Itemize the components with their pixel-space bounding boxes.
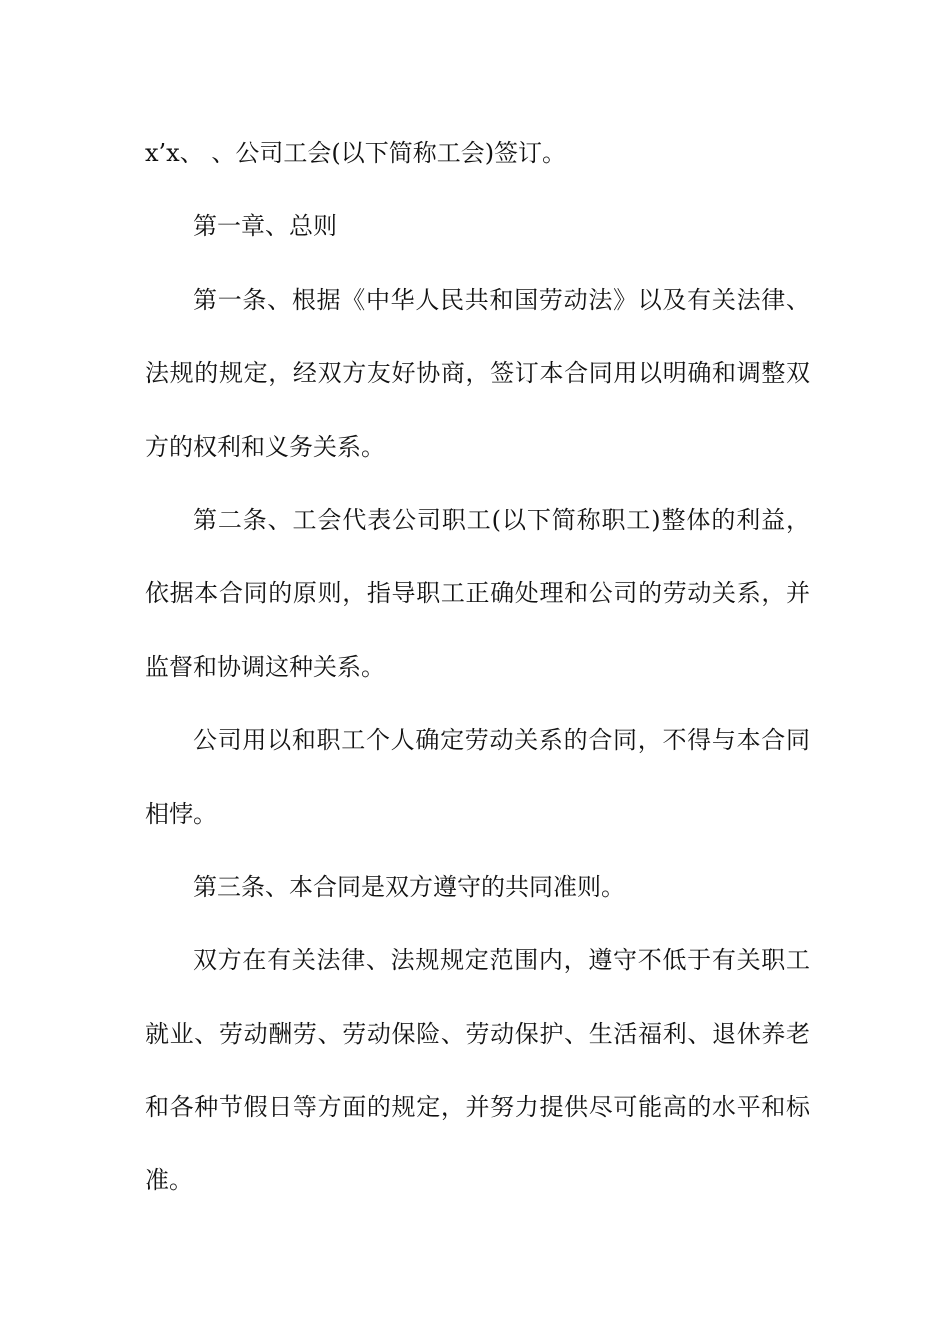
text-line: 依据本合同的原则，指导职工正确处理和公司的劳动关系，并 <box>145 579 810 608</box>
text-line: 方的权利和义务关系。 <box>145 432 385 461</box>
document-body <box>145 127 810 1228</box>
text-line: 第一条、根据《中华人民共和国劳动法》以及有关法律、 <box>193 285 810 314</box>
text-line: 和各种节假日等方面的规定，并努力提供尽可能高的水平和标 <box>145 1093 810 1122</box>
text-line: 双方在有关法律、法规规定范围内，遵守不低于有关职工 <box>193 946 810 975</box>
text-line: 第二条、工会代表公司职工(以下简称职工)整体的利益， <box>193 505 810 534</box>
text-line: x’x、 、公司工会(以下简称工会)签订。 <box>145 139 567 167</box>
text-line: 相悖。 <box>145 799 217 828</box>
text-line: 第三条、本合同是双方遵守的共同准则。 <box>193 872 625 901</box>
text-line: 准。 <box>145 1166 193 1195</box>
text-line: 法规的规定，经双方友好协商，签订本合同用以明确和调整双 <box>145 359 810 388</box>
text-line: 公司用以和职工个人确定劳动关系的合同，不得与本合同 <box>193 726 810 755</box>
text-line: 监督和协调这种关系。 <box>145 652 385 681</box>
text-line: 第一章、总则 <box>193 212 337 241</box>
text-line: 就业、劳动酬劳、劳动保险、劳动保护、生活福利、退休养老 <box>145 1019 810 1048</box>
